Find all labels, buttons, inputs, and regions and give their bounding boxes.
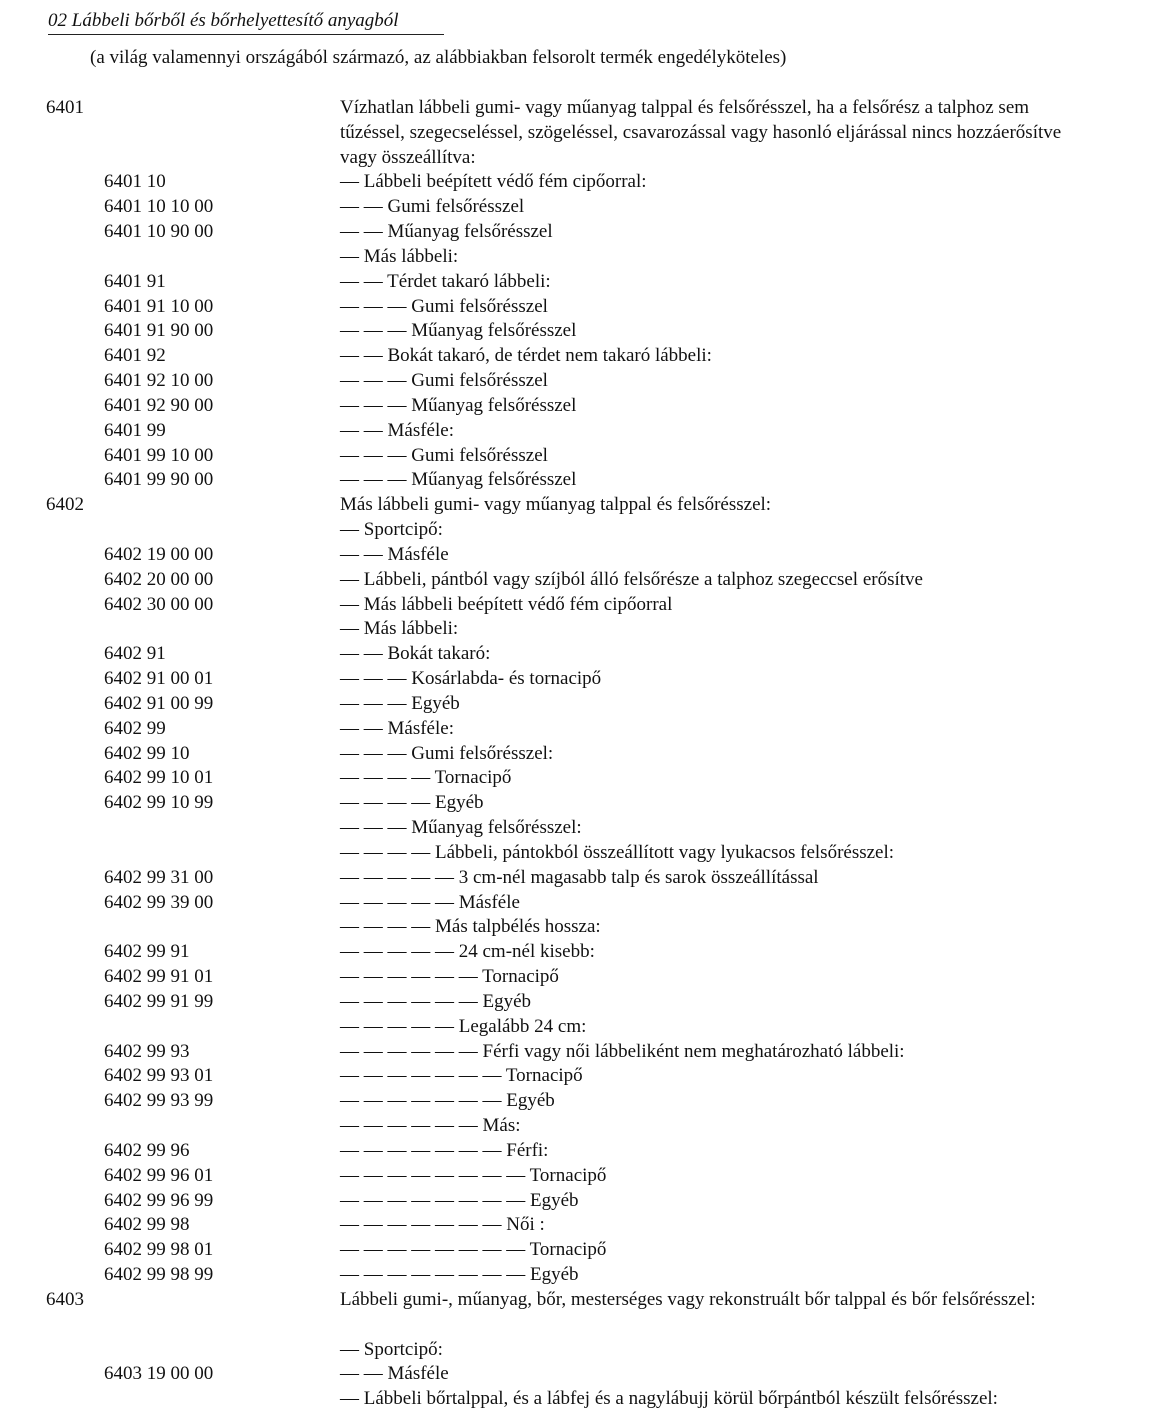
tariff-code: 6402 99 98 [104,1214,190,1236]
tariff-description: — — — — — Másféle [340,891,520,913]
tariff-description: — — Gumi felsőrésszel [340,196,525,218]
tariff-description: — — Térdet takaró lábbeli: [340,270,551,292]
tariff-description: — — — Gumi felsőrésszel [340,444,548,466]
tariff-description: — — — — Egyéb [340,792,484,814]
tariff-code: 6402 99 93 [104,1040,190,1062]
tariff-code: 6402 99 39 00 [104,891,214,913]
tariff-description: — — Másféle: [340,419,454,441]
tariff-description: — — — Műanyag felsőrésszel: [340,817,582,839]
tariff-code: 6401 91 [104,270,166,292]
tariff-description: — — — Gumi felsőrésszel [340,370,548,392]
tariff-code: 6402 91 [104,643,166,665]
tariff-code: 6402 99 91 01 [104,966,214,988]
tariff-code: 6402 99 10 99 [104,792,214,814]
tariff-description: — — — — — — — — Egyéb [340,1264,579,1285]
tariff-description: — Sportcipő: [340,519,443,541]
tariff-code: 6402 99 10 [104,742,190,764]
tariff-description: — — — — — 24 cm-nél kisebb: [340,941,595,963]
tariff-code: 6402 99 96 01 [104,1164,214,1186]
tariff-description: — Más lábbeli beépített védő fém cipőorral [340,593,673,615]
tariff-description: — — — Műanyag felsőrésszel [340,469,577,491]
tariff-description: — — Műanyag felsőrésszel [340,221,553,243]
tariff-description: — Lábbeli beépített védő fém cipőorral: [340,171,647,193]
tariff-description: — — — Gumi felsőrésszel: [340,742,554,764]
tariff-description: — — — — — — — Női : [340,1214,545,1236]
tariff-code: 6402 91 00 01 [104,668,214,690]
tariff-description: Más lábbeli gumi- vagy műanyag talppal és felsőrésszel: [340,494,772,516]
tariff-code: 6401 10 90 00 [104,221,214,243]
tariff-code: 6401 91 90 00 [104,320,214,342]
tariff-code: 6401 92 [104,345,166,367]
tariff-code: 6402 99 91 99 [104,990,214,1012]
tariff-code: 6403 [46,1288,84,1310]
page-header [48,10,444,35]
tariff-description: — — — — — — — — Egyéb [340,1189,579,1211]
tariff-description: — — Másféle: [340,717,454,739]
tariff-description: — — — — — — — Egyéb [340,1090,555,1112]
tariff-code: 6401 [46,97,84,118]
tariff-description: — — — — — — Egyéb [340,990,532,1012]
tariff-description: — — — — — — Férfi vagy női lábbeliként nem meghatározható lábbeli: [340,1040,905,1062]
tariff-code: 6403 19 00 00 [104,1363,214,1385]
tariff-description: — — — — — — — Tornacipő [340,1065,583,1087]
tariff-description: — — Másféle [340,1363,449,1385]
tariff-code: 6401 92 90 00 [104,394,214,416]
tariff-code: 6402 99 96 [104,1139,190,1161]
tariff-description: — — — Gumi felsőrésszel [340,295,548,317]
tariff-description: — — — Műanyag felsőrésszel [340,320,577,342]
tariff-code: 6402 30 00 00 [104,593,214,615]
tariff-description: — — — — — — — — Tornacipő [340,1239,607,1261]
tariff-description: — — — — — — Tornacipő [340,966,559,988]
tariff-description: — — Bokát takaró, de térdet nem takaró lábbeli: [340,345,712,367]
tariff-code: 6402 99 96 99 [104,1189,214,1211]
tariff-description: — — Másféle [340,543,449,565]
tariff-description: Lábbeli gumi-, műanyag, bőr, mesterséges vagy rekonstruált bőr talppal és bőr felsőrésszel: [340,1288,1036,1310]
tariff-code: 6402 99 93 99 [104,1090,214,1112]
tariff-code: 6402 91 00 99 [104,692,214,714]
tariff-description: — — — — — — — — Tornacipő [340,1164,607,1186]
tariff-description: — — — Műanyag felsőrésszel [340,394,577,416]
tariff-code: 6401 10 [104,171,166,193]
tariff-description: — — — Kosárlabda- és tornacipő [340,668,602,690]
tariff-code: 6401 99 10 00 [104,444,214,466]
tariff-code: 6402 99 91 [104,941,190,963]
tariff-description: — — — Egyéb [340,692,460,714]
tariff-code: 6402 99 98 01 [104,1239,214,1261]
tariff-code: 6402 19 00 00 [104,543,214,565]
tariff-description: — Lábbeli bőrtalppal, és a lábfej és a nagylábujj körül bőrpántból készült felsőrésszel: [340,1388,998,1410]
tariff-description: — — — — — Legalább 24 cm: [340,1015,587,1037]
tariff-description: — — — — Tornacipő [340,767,512,789]
tariff-code: 6401 99 90 00 [104,469,214,491]
tariff-description: — — — — Lábbeli, pántokból összeállított vagy lyukacsos felsőrésszel: [340,841,895,863]
tariff-code: 6401 92 10 00 [104,370,214,392]
tariff-description: — — — — — — — Férfi: [340,1139,549,1161]
tariff-code: 6402 20 00 00 [104,568,214,590]
tariff-code: 6401 10 10 00 [104,196,214,218]
tariff-description: — Lábbeli, pántból vagy szíjból álló felsőrésze a talphoz szegeccsel erősítve [340,568,923,590]
tariff-description: — — Bokát takaró: [340,643,491,665]
tariff-description: — Sportcipő: [340,1338,443,1360]
page-title: 02 Lábbeli bőrből és bőrhelyettesítő anyagból [48,10,399,31]
tariff-description: — Más lábbeli: [340,618,459,640]
tariff-description: — Más lábbeli: [340,245,459,267]
page-subtitle: (a világ valamennyi országából származó, az alábbiakban felsorolt termék engedélyköteles) [90,47,787,68]
tariff-code: 6402 99 93 01 [104,1065,214,1087]
tariff-code: 6402 99 [104,717,166,739]
tariff-description: — — — — Más talpbélés hossza: [340,916,601,938]
tariff-description: — — — — — 3 cm-nél magasabb talp és sarok összeállítással [340,866,819,888]
tariff-code: 6402 [46,494,84,516]
tariff-code: 6401 91 10 00 [104,295,214,317]
tariff-code: 6402 99 10 01 [104,767,214,789]
tariff-code: 6402 99 31 00 [104,866,214,888]
tariff-description: — — — — — — Más: [340,1115,521,1137]
tariff-code: 6401 99 [104,419,166,441]
tariff-description: Vízhatlan lábbeli gumi- vagy műanyag talppal és felsőrésszel, ha a felsőrész a talphoz sem tűzéssel, szegecseléssel, szögeléssel, csavarozással vagy hasonló eljárással nincs hozzáerősítve vagy összeállítva: [340,97,1062,168]
tariff-code: 6402 99 98 99 [104,1264,214,1285]
title-underline [48,34,444,35]
